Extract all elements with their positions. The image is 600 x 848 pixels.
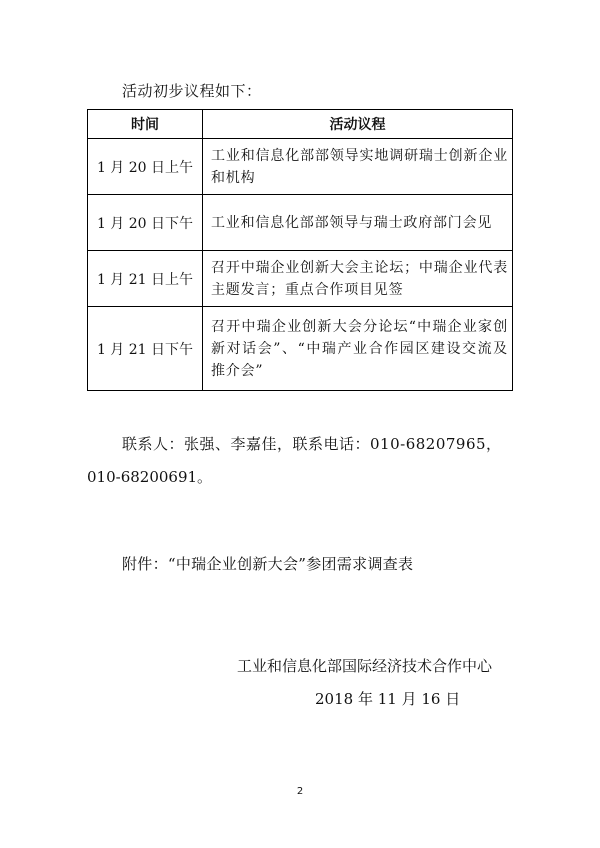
table-row (88, 195, 513, 251)
row-time: 1 月 21 日下午 (88, 307, 203, 391)
row-agenda: 工业和信息化部部领导与瑞士政府部门会见 (203, 195, 513, 251)
page-number: 2 (296, 786, 304, 797)
agenda-table (87, 109, 513, 391)
table-row (88, 307, 513, 391)
signature-org: 工业和信息化部国际经济技术合作中心 (237, 657, 493, 675)
signature-date: 2018 年 11 月 16 日 (315, 690, 461, 708)
header-agenda: 活动议程 (203, 110, 513, 139)
attachment-note: 附件：“中瑞企业创新大会”参团需求调查表 (122, 555, 414, 573)
contact-line-2: 010-68200691。 (87, 468, 213, 486)
contact-info (87, 428, 517, 494)
contact-line-1: 联系人：张强、李嘉佳，联系电话：010-68207965， (122, 435, 502, 453)
table-row (88, 139, 513, 195)
row-agenda: 召开中瑞企业创新大会分论坛“中瑞企业家创新对话会”、“中瑞产业合作园区建设交流及推介会” (203, 307, 513, 391)
row-time: 1 月 20 日上午 (88, 139, 203, 195)
header-time: 时间 (88, 110, 203, 139)
agenda-intro: 活动初步议程如下： (122, 82, 262, 100)
row-agenda: 工业和信息化部部领导实地调研瑞士创新企业和机构 (203, 139, 513, 195)
row-time: 1 月 20 日下午 (88, 195, 203, 251)
table-header-row (88, 110, 513, 139)
row-time: 1 月 21 日上午 (88, 251, 203, 307)
row-agenda: 召开中瑞企业创新大会主论坛；中瑞企业代表主题发言；重点合作项目见签 (203, 251, 513, 307)
table-row (88, 251, 513, 307)
